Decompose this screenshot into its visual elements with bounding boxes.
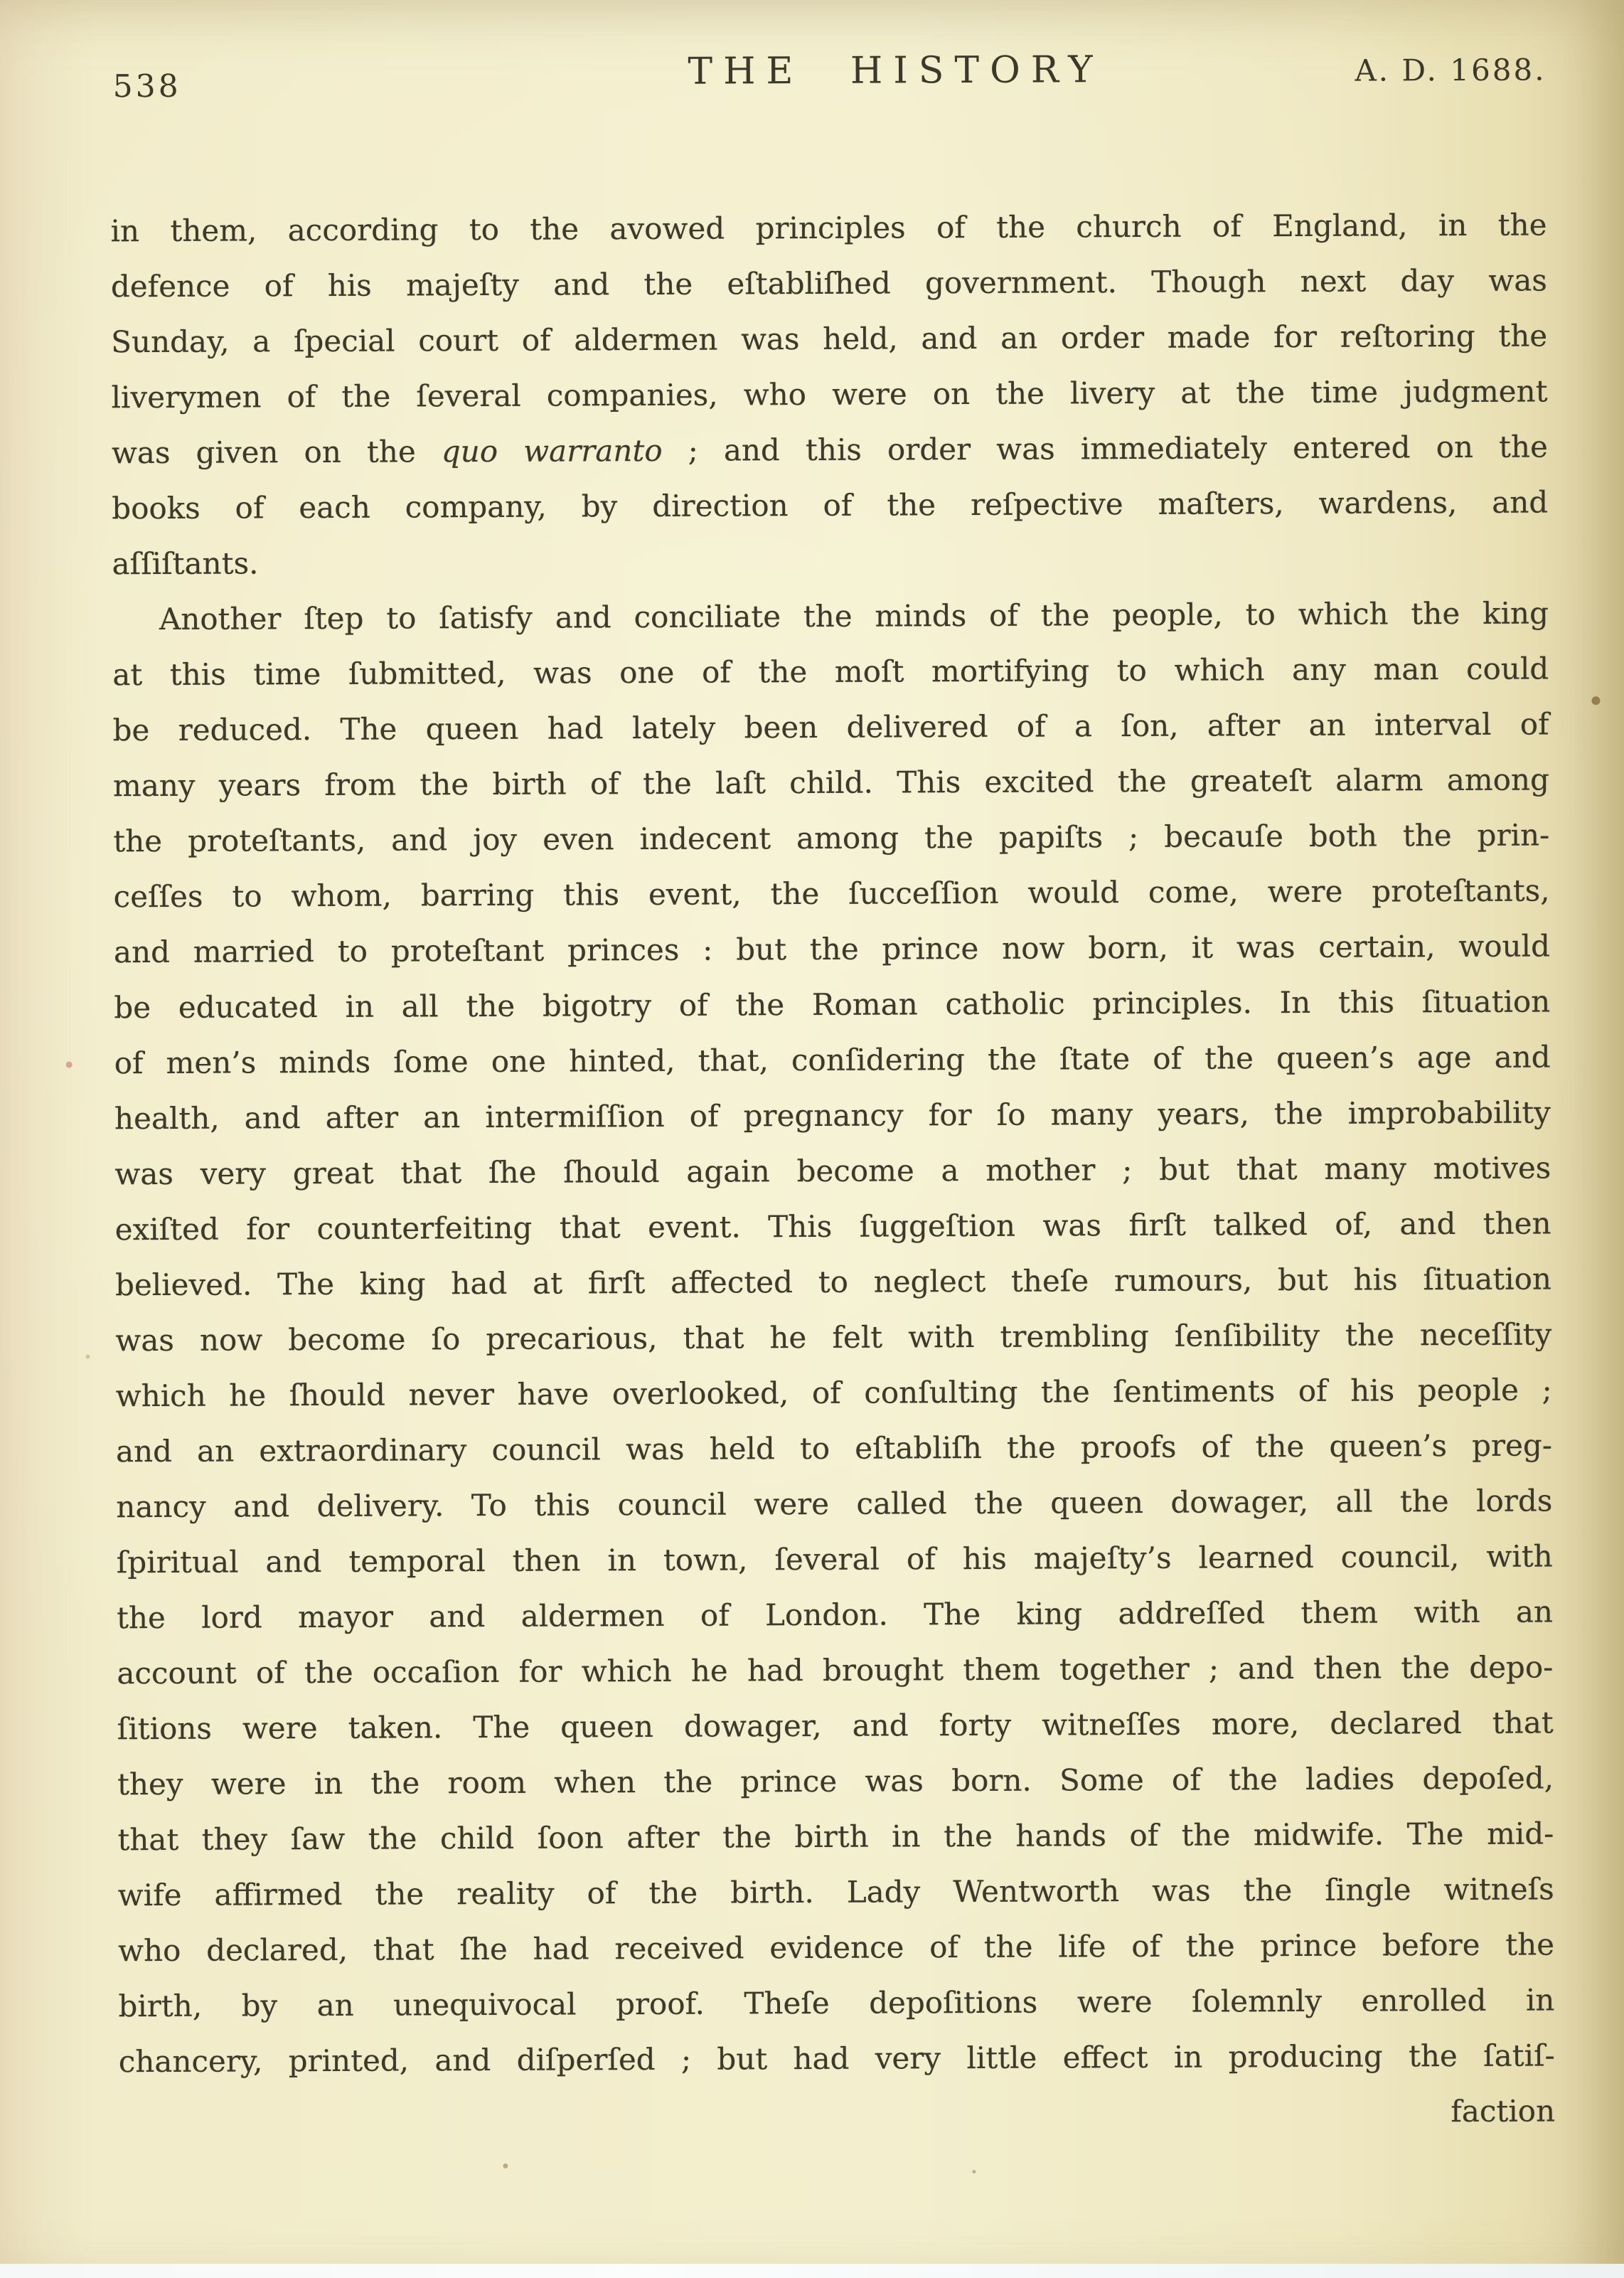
text-line: in them, according to the avowed principles of the church of England, in the [110,207,1547,249]
quo-warranto-italic: quo warranto [441,432,663,469]
text-line: chancery, printed, and diſperſed ; but had very little effect in producing the ſatiſ- [118,2038,1555,2080]
text-line: defence of his majeſty and the eſtabliſhed government. Though next day was [110,262,1547,304]
text-line: exiſted for counterfeiting that event. This ſuggeſtion was firſt talked of, and then [114,1205,1551,1247]
quo-warranto-line [112,419,1548,481]
text-line: account of the occaſion for which he had brought them together ; and then the depo- [117,1649,1554,1691]
text-line: which he ſhould never have overlooked, of conſulting the ſentiments of his people ; [115,1372,1552,1414]
page-body [110,197,1555,2145]
paragraph-1-part-a [110,197,1547,425]
quo-warranto-post: ; and this order was immediately entered on the [662,429,1548,468]
text-line: believed. The king had at firſt affected to neglect theſe rumours, but his ſituation [114,1261,1552,1303]
text-line: nancy and delivery. To this council were called the queen dowager, all the lords [116,1483,1553,1525]
text-line: of men’s minds ſome one hinted, that, conſidering the ſtate of the queen’s age and [114,1039,1551,1081]
catchword: faction [1451,2093,1556,2129]
text-line: was now become ſo precarious, that he felt with trembling ſenſibility the neceſſity [115,1316,1552,1358]
paper-speck [66,1062,73,1068]
paragraph-1-part-b [112,474,1549,592]
text-line: birth, by an unequivocal proof. Theſe depoſitions were ſolemnly enrolled in [118,1982,1555,2024]
page-date: A. D. 1688. [1355,52,1546,88]
scan-edge [0,2264,1624,2278]
text-line: the lord mayor and aldermen of London. The king addreſſed them with an [116,1594,1554,1636]
text-line: books of each company, by direction of the reſpective maſters, wardens, and [112,484,1549,526]
text-line: was very great that ſhe ſhould again become a mother ; but that many motives [114,1150,1551,1192]
text-line: ſpiritual and temporal then in town, ſeveral of his majeſty’s learned council, with [116,1538,1553,1580]
text-line: and an extraordinary council was held to eſtabliſh the proofs of the queen’s preg- [115,1427,1553,1469]
text-line: that they ſaw the child ſoon after the birth in the hands of the midwife. The mid- [117,1816,1554,1858]
text-line: many years from the birth of the laſt child. This excited the greateſt alarm among [112,762,1550,804]
paper-speck [972,2170,976,2173]
page-number: 538 [112,68,181,105]
text-line: they were in the room when the prince was born. Some of the ladies depoſed, [117,1760,1554,1802]
text-line: the proteſtants, and joy even indecent among the papiſts ; becauſe both the prin- [113,817,1550,859]
paper-speck [1591,696,1600,705]
text-line: liverymen of the ſeveral companies, who were on the livery at the time judgment [111,373,1548,415]
text-line: at this time ſubmitted, was one of the moſt mortifying to which any man could [112,651,1549,693]
text-line: health, and after an intermiſſion of pregnancy for ſo many years, the improbability [114,1095,1551,1137]
quo-warranto-pre: was given on the [111,434,442,471]
running-title: THE HISTORY [688,48,1104,93]
text-line: wife affirmed the reality of the birth. Lady Wentworth was the ſingle witneſs [117,1871,1554,1913]
text-line: Another ſtep to ſatisfy and conciliate the minds of the people, to which the king [159,595,1549,637]
text-line: who declared, that ſhe had received evidence of the life of the prince before the [117,1927,1555,1969]
text-line: aſſiſtants. [112,545,259,582]
text-line: be reduced. The queen had lately been delivered of a ſon, after an interval of [112,706,1549,748]
text-line: and married to proteſtant princes : but the prince now born, it was certain, would [113,928,1551,970]
paragraph-2 [112,585,1555,2090]
text-line: ſitions were taken. The queen dowager, and forty witneſſes more, declared that [117,1705,1554,1747]
text-line: ceſſes to whom, barring this event, the ſucceſſion would come, were proteſtants, [113,873,1550,915]
page-header [109,46,1546,138]
text-line: Sunday, a ſpecial court of aldermen was held, and an order made for reſtoring the [111,318,1548,360]
paper-speck [85,1354,90,1358]
text-line: be educated in all the bigotry of the Roman catholic principles. In this ſituation [114,984,1551,1026]
paper-speck [503,2163,508,2168]
